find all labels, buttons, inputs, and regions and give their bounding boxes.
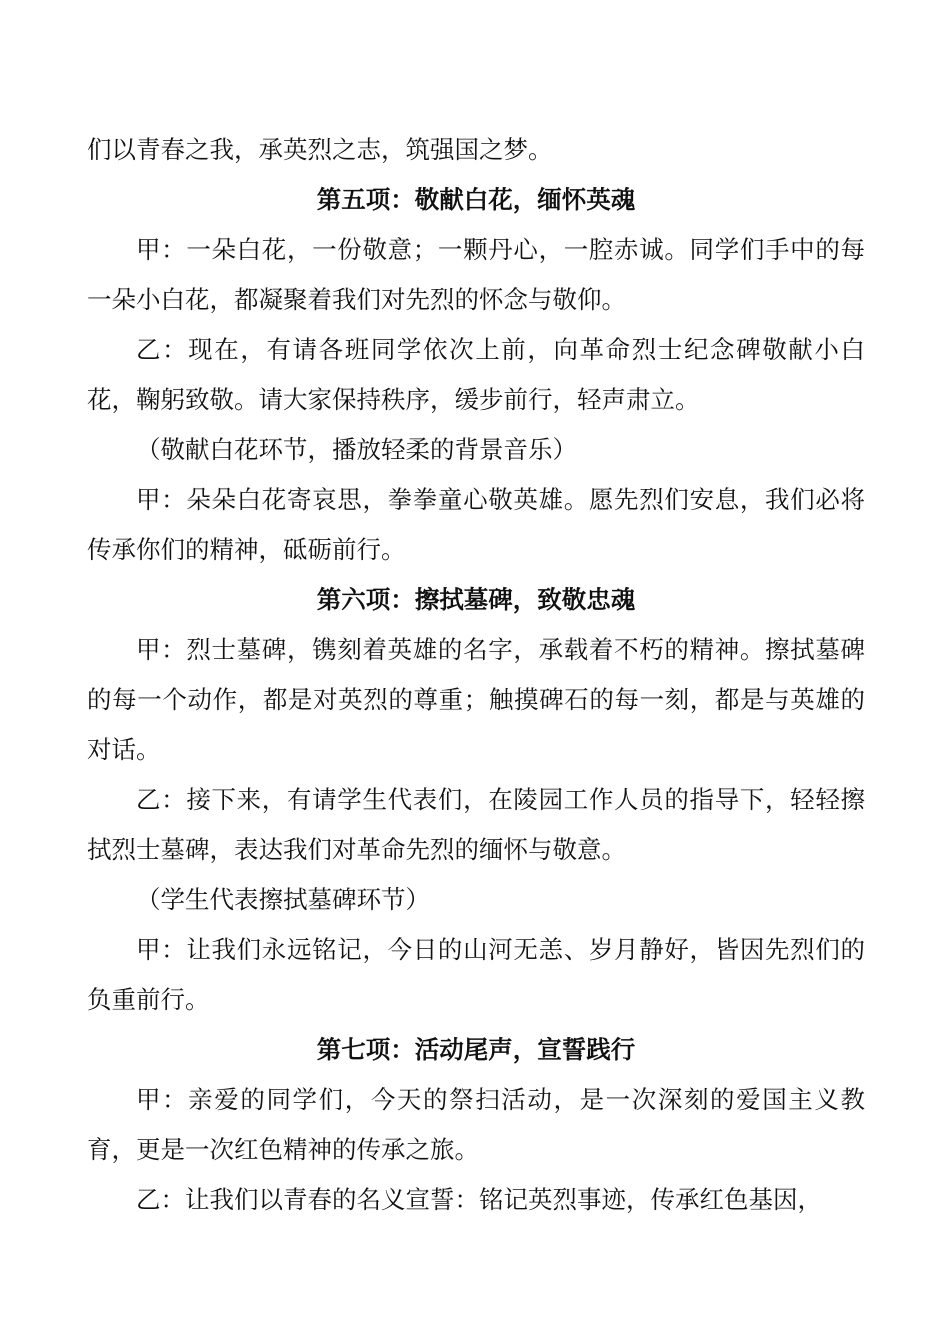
document-body (87, 125, 865, 1225)
body-paragraph: 甲：让我们永远铭记，今日的山河无恙、岁月静好，皆因先烈们的负重前行。 (87, 935, 865, 1014)
body-paragraph: 甲：朵朵白花寄哀思，拳拳童心敬英雄。愿先烈们安息，我们必将传承你们的精神，砥砺前行。 (87, 485, 865, 564)
stage-direction: （学生代表擦拭墓碑环节） (136, 885, 430, 914)
body-paragraph: 甲：一朵白花，一份敬意；一颗丹心，一腔赤诚。同学们手中的每一朵小白花，都凝聚着我们对先烈的怀念与敬仰。 (87, 235, 865, 314)
body-paragraph: 甲：亲爱的同学们，今天的祭扫活动，是一次深刻的爱国主义教育，更是一次红色精神的传承之旅。 (87, 1085, 865, 1164)
section-heading: 第六项：擦拭墓碑，致敬忠魂 (316, 585, 636, 614)
body-paragraph: 乙：让我们以青春的名义宣誓：铭记英烈事迹，传承红色基因， (136, 1185, 822, 1214)
section-heading: 第七项：活动尾声，宣誓践行 (316, 1035, 636, 1064)
body-paragraph: 乙：现在，有请各班同学依次上前，向革命烈士纪念碑敬献小白花，鞠躬致敬。请大家保持秩序，缓步前行，轻声肃立。 (87, 335, 865, 414)
body-paragraph: 乙：接下来，有请学生代表们，在陵园工作人员的指导下，轻轻擦拭烈士墓碑，表达我们对革命先烈的缅怀与敬意。 (87, 785, 865, 864)
body-paragraph: 甲：烈士墓碑，镌刻着英雄的名字，承载着不朽的精神。擦拭墓碑的每一个动作，都是对英烈的尊重；触摸碑石的每一刻，都是与英雄的对话。 (87, 635, 865, 764)
section-heading: 第五项：敬献白花，缅怀英魂 (316, 185, 636, 214)
body-paragraph: 们以青春之我，承英烈之志，筑强国之梦。 (87, 135, 553, 164)
stage-direction: （敬献白花环节，播放轻柔的背景音乐） (136, 435, 577, 464)
